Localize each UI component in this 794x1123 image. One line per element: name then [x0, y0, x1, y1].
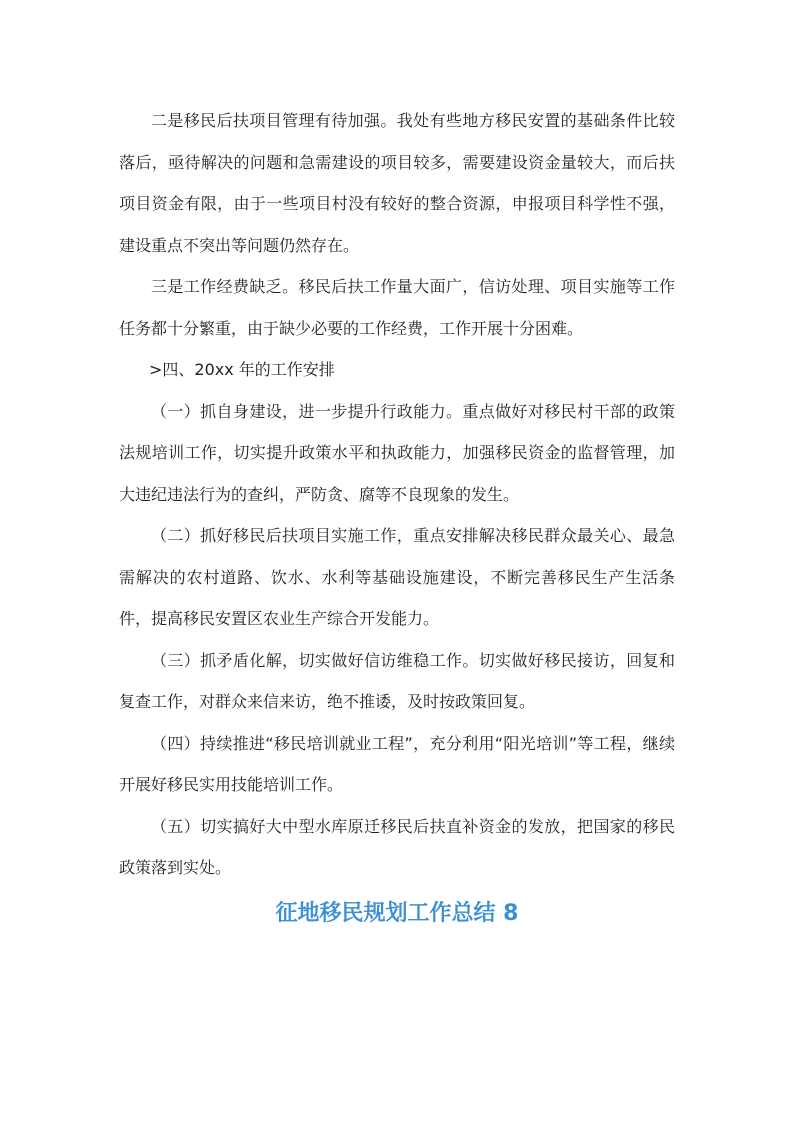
plan-item-3: （三）抓矛盾化解，切实做好信访维稳工作。切实做好移民接访，回复和复查工作，对群众来信来访，绝不推诿，及时按政策回复。	[119, 650, 675, 711]
document-page	[119, 100, 675, 929]
plan-item-5: （五）切实搞好大中型水库原迁移民后扶直补资金的发放，把国家的移民政策落到实处。	[119, 816, 675, 877]
paragraph-project-management: 二是移民后扶项目管理有待加强。我处有些地方移民安置的基础条件比较落后，亟待解决的问题和急需建设的项目较多，需要建设资金量较大，而后扶项目资金有限，由于一些项目村没有较好的整合资源，申报项目科学性不强，建设重点不突出等问题仍然存在。	[119, 111, 675, 255]
plan-item-4: （四）持续推进“移民培训就业工程”，充分利用“阳光培训”等工程，继续开展好移民实用技能培训工作。	[119, 733, 675, 794]
paragraph-funding-shortage: 三是工作经费缺乏。移民后扶工作量大面广，信访处理、项目实施等工作任务都十分繁重，由于缺少必要的工作经费，工作开展十分困难。	[119, 277, 675, 338]
plan-item-1: （一）抓自身建设，进一步提升行政能力。重点做好对移民村干部的政策法规培训工作，切实提升政策水平和执政能力，加强移民资金的监督管理，加大违纪违法行为的查纠，严防贪、腐等不良现象的发生。	[119, 401, 675, 504]
next-document-title: 征地移民规划工作总结 8	[275, 900, 519, 926]
section-heading-work-plan: >四、20xx 年的工作安排	[149, 360, 335, 379]
plan-item-2: （二）抓好移民后扶项目实施工作，重点安排解决移民群众最关心、最急需解决的农村道路、饮水、水利等基础设施建设，不断完善移民生产生活条件，提高移民安置区农业生产综合开发能力。	[119, 526, 675, 628]
